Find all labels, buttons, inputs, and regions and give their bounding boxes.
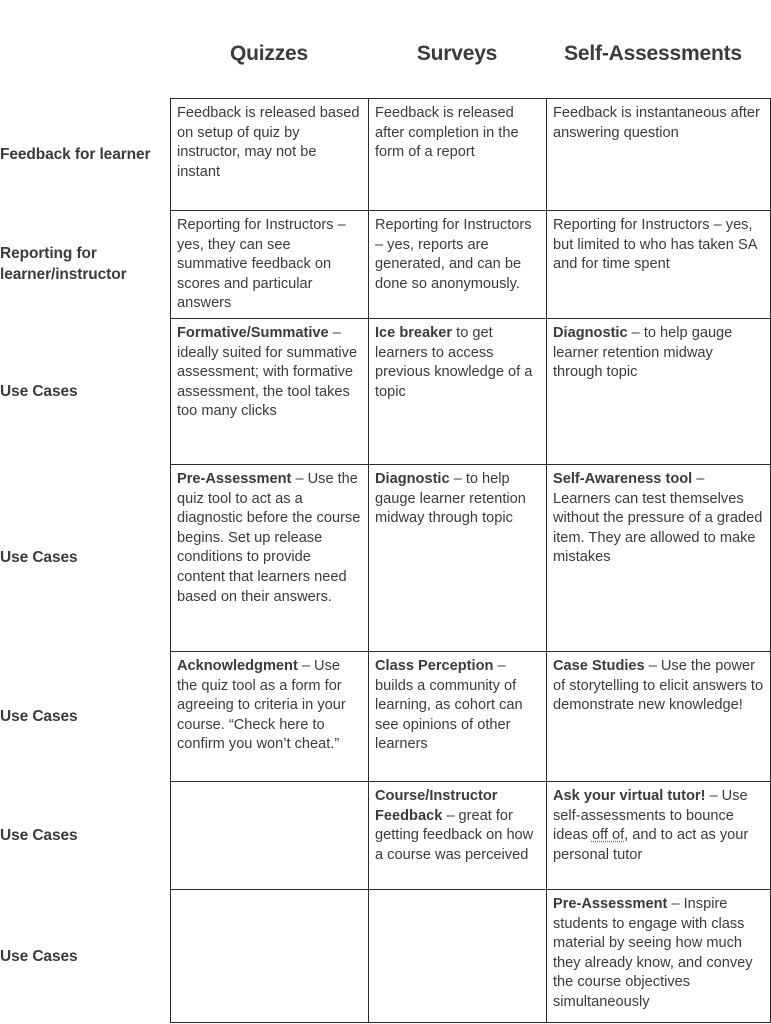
cell-body-text: – Inspire students to engage with class material by seeing how much they already know, and convey the course objectives simultaneously xyxy=(553,896,753,1010)
row-label: Use Cases xyxy=(0,707,78,725)
cell-lead-term: Formative/Summative xyxy=(177,325,329,341)
cell-body-text: Reporting for Instructors – yes, but limited to who has taken SA and for time spent xyxy=(553,217,757,273)
table-cell xyxy=(171,652,369,781)
cell-body-text: Feedback is released after completion in the form of a report xyxy=(375,105,519,161)
table-cell xyxy=(369,890,547,1022)
table-cell xyxy=(547,782,770,889)
cell-lead-term: Pre-Assessment xyxy=(177,471,292,487)
row-label: Use Cases xyxy=(0,549,78,566)
row-cells xyxy=(170,781,771,889)
row-cells xyxy=(170,651,771,781)
cell-body-text: – ideally suited for summative assessment; with formative assessment, the tool takes too many clicks xyxy=(177,325,358,420)
cell-body-text: – Learners can test themselves without the pressure of a graded item. They are allowed to make mistakes xyxy=(553,471,763,566)
cell-body-text: – Use self-assessments to bounce ideas xyxy=(553,788,748,844)
row-label: Use Cases xyxy=(0,947,78,965)
table-cell xyxy=(547,652,770,781)
table-cell xyxy=(547,890,770,1022)
row-label: Feedback for learner xyxy=(0,145,151,163)
grammar-flagged-text[interactable]: off of xyxy=(591,827,625,844)
row-cells xyxy=(170,210,771,318)
table-cell xyxy=(171,782,369,889)
cell-lead-term: Ice breaker xyxy=(375,325,453,341)
cell-lead-term: Self-Awareness tool xyxy=(553,471,693,487)
row-label: Use Cases xyxy=(0,382,78,400)
cell-body-text: – Use the quiz tool as a form for agreeing to criteria in your course. “Check here to confirm you won’t cheat.” xyxy=(177,658,346,753)
cell-body-text: – Use the power of storytelling to elicit answers to demonstrate new knowledge! xyxy=(553,658,764,714)
cell-body-text: – great for getting feedback on how a course was perceived xyxy=(375,807,534,863)
cell-lead-term: Diagnostic xyxy=(375,471,450,487)
cell-body-text-continued: , and to act as your personal tutor xyxy=(553,827,749,863)
table-cell xyxy=(369,465,547,651)
cell-body-text: – builds a community of learning, as cohort can see opinions of other learners xyxy=(375,658,523,753)
table-cell xyxy=(547,319,770,464)
comparison-table xyxy=(0,98,771,1023)
table-cell xyxy=(171,465,369,651)
table-cell xyxy=(547,211,770,318)
row-cells xyxy=(170,889,771,1023)
table-row xyxy=(0,464,771,651)
table-cell xyxy=(369,99,547,210)
table-row xyxy=(0,98,771,210)
cell-body-text: – Use the quiz tool to act as a diagnostic before the course begins. Set up release conditions to provide content that learners need based on their answers. xyxy=(177,471,361,605)
cell-lead-term: Course/Instructor Feedback xyxy=(375,788,498,824)
table-row xyxy=(0,210,771,318)
column-header-surveys: Surveys xyxy=(416,42,498,65)
column-header-row xyxy=(0,32,771,76)
table-cell xyxy=(547,99,770,210)
cell-lead-term: Case Studies xyxy=(553,658,645,674)
column-header-self-assessments: Self-Assessments xyxy=(564,42,742,65)
table-cell xyxy=(171,319,369,464)
cell-body-text: Feedback is released based on setup of quiz by instructor, may not be instant xyxy=(177,105,360,180)
table-cell xyxy=(369,319,547,464)
table-cell xyxy=(369,211,547,318)
row-label: Use Cases xyxy=(0,826,78,844)
cell-lead-term: Ask your virtual tutor! xyxy=(553,788,706,804)
row-cells xyxy=(170,464,771,651)
cell-lead-term: Pre-Assessment xyxy=(553,896,668,912)
column-header-quizzes: Quizzes xyxy=(230,42,308,65)
table-cell xyxy=(171,99,369,210)
table-row xyxy=(0,781,771,889)
table-cell xyxy=(369,782,547,889)
table-cell xyxy=(369,652,547,781)
row-label: Reporting for learner/instructor xyxy=(0,245,127,283)
cell-body-text: Reporting for Instructors – yes, they can see summative feedback on scores and particular answers xyxy=(177,217,346,312)
row-cells xyxy=(170,98,771,210)
table-row xyxy=(0,651,771,781)
cell-lead-term: Class Perception xyxy=(375,658,494,674)
table-row xyxy=(0,318,771,464)
cell-lead-term: Diagnostic xyxy=(553,325,628,341)
table-row xyxy=(0,889,771,1023)
table-cell xyxy=(171,211,369,318)
cell-body-text: Feedback is instantaneous after answering question xyxy=(553,105,760,141)
cell-body-text: – to help gauge learner retention midway through topic xyxy=(375,471,526,527)
cell-lead-term: Acknowledgment xyxy=(177,658,298,674)
row-cells xyxy=(170,318,771,464)
table-cell xyxy=(547,465,770,651)
table-cell xyxy=(171,890,369,1022)
cell-body-text: – to help gauge learner retention midway through topic xyxy=(553,325,733,381)
cell-body-text: to get learners to access previous knowledge of a topic xyxy=(375,325,533,400)
cell-body-text: Reporting for Instructors – yes, reports are generated, and can be done so anonymously. xyxy=(375,217,532,292)
